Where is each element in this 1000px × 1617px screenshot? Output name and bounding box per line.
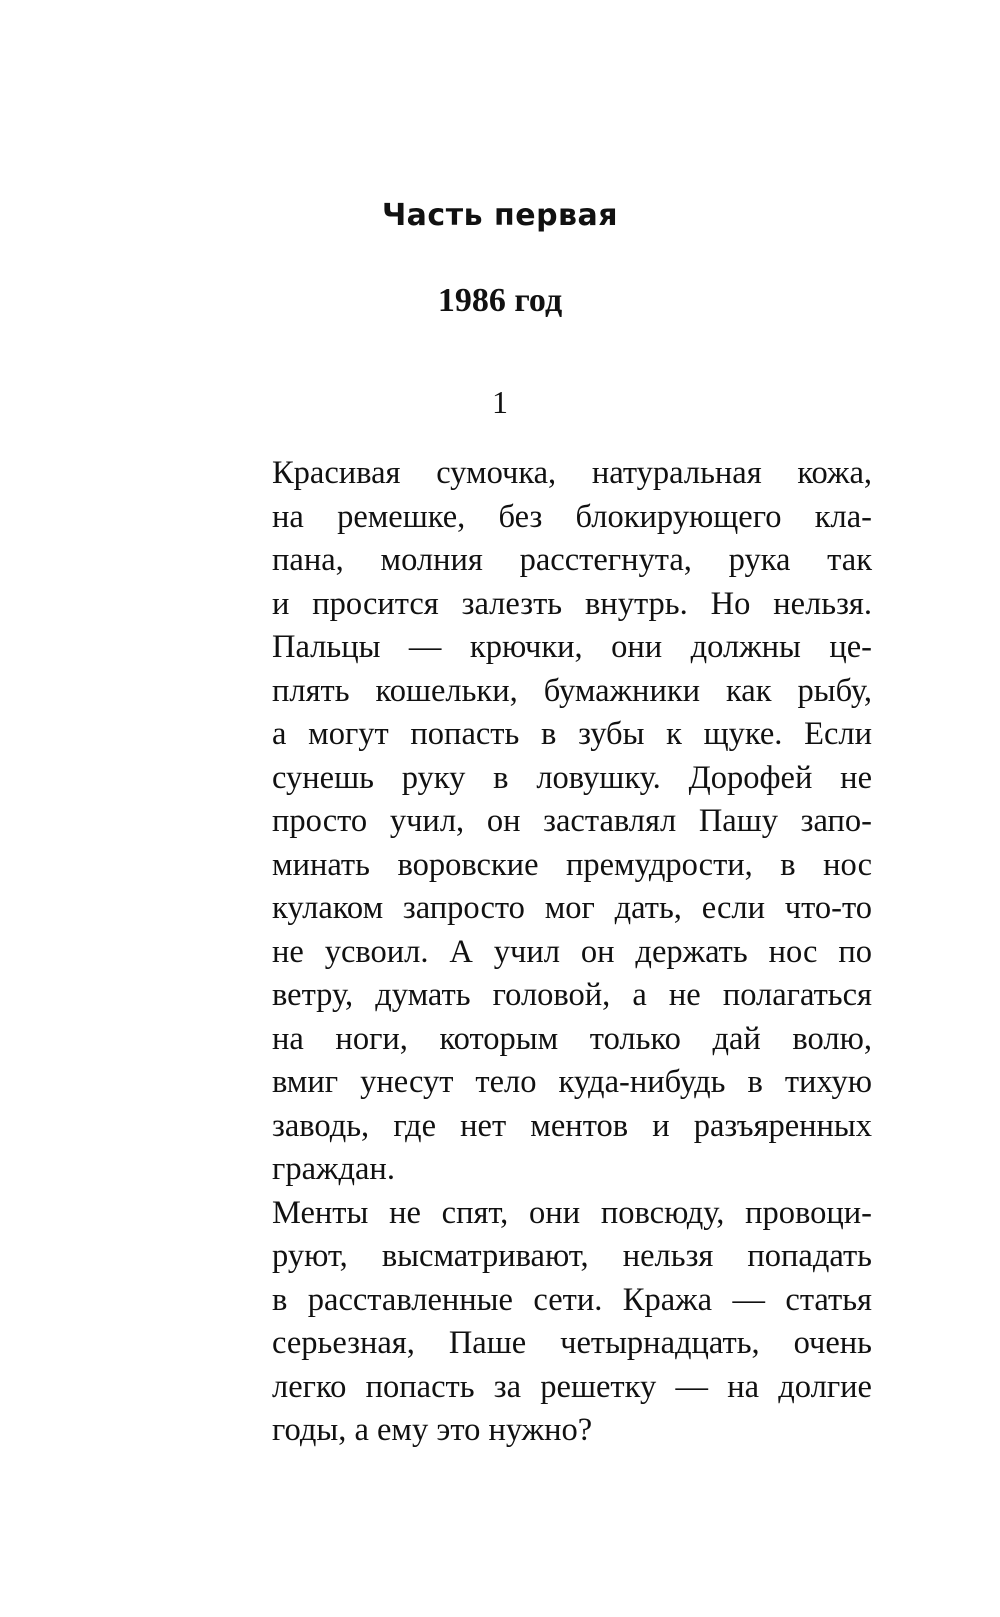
chapter-number: 1 (492, 384, 508, 420)
text-line: пана, молния расстегнута, рука так (272, 542, 872, 578)
text-line: Красивая сумочка, натуральная кожа, (272, 455, 872, 491)
text-line: и просится залезть внутрь. Но нельзя. (272, 585, 872, 622)
part-title: Часть первая (381, 198, 619, 233)
text-line: просто учил, он заставлял Пашу запо- (272, 803, 872, 839)
text-line: минать воровские премудрости, в нос (272, 846, 872, 883)
paragraph-2 (272, 1192, 872, 1453)
text-line: в расставленные сети. Кража — статья (272, 1281, 872, 1318)
text-line: на ноги, которым только дай волю, (272, 1020, 872, 1057)
body-text (272, 452, 872, 1453)
text-line: Менты не спят, они повсюду, провоци- (272, 1194, 872, 1231)
text-line: кулаком запросто мог дать, если что-то (272, 890, 872, 926)
text-line: годы, а ему это нужно? (272, 1412, 593, 1448)
text-line: ветру, думать головой, а не полагаться (272, 977, 872, 1013)
text-line: не усвоил. А учил он держать нос по (272, 933, 872, 970)
text-line: а могут попасть в зубы к щуке. Если (272, 716, 872, 752)
text-line: на ремешке, без блокирующего кла- (272, 498, 872, 535)
text-line: вмиг унесут тело куда-нибудь в тихую (272, 1064, 872, 1100)
text-line: заводь, где нет ментов и разъяренных (272, 1107, 872, 1144)
text-line: серьезная, Паше четырнадцать, очень (272, 1325, 872, 1361)
year-title: 1986 год (437, 282, 563, 319)
text-line: плять кошельки, бумажники как рыбу, (272, 672, 872, 709)
text-line: руют, высматривают, нельзя попадать (272, 1238, 872, 1274)
text-line: граждан. (272, 1151, 395, 1187)
text-line: Пальцы — крючки, они должны це- (272, 629, 872, 665)
text-line: легко попасть за решетку — на долгие (272, 1368, 872, 1405)
paragraph-1 (272, 452, 872, 1192)
text-line: сунешь руку в ловушку. Дорофей не (272, 759, 872, 796)
